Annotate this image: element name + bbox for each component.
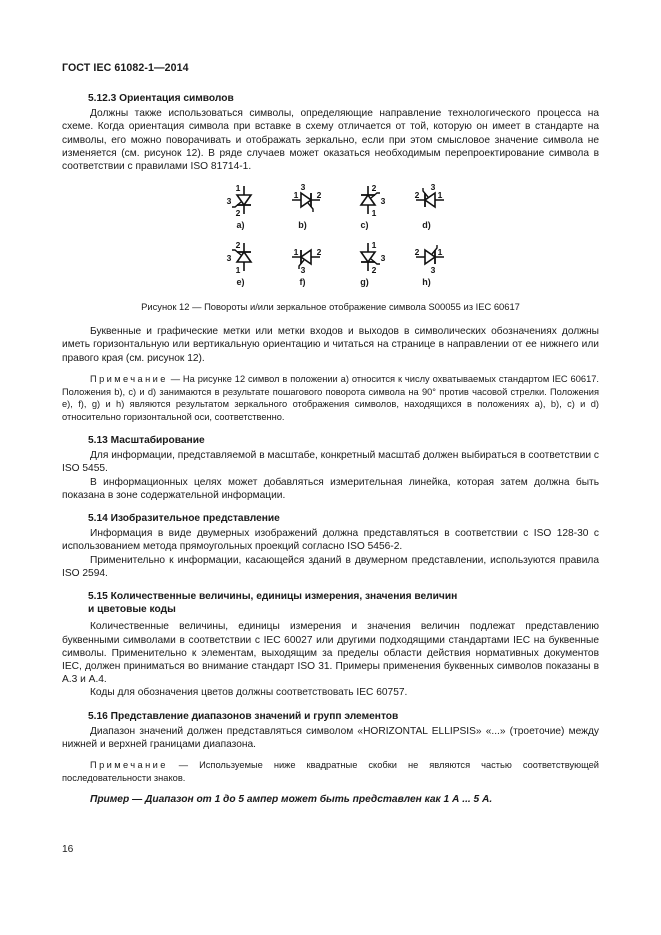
thyristor-symbol-icon (410, 183, 450, 217)
pin-label: 1 (293, 247, 298, 258)
pin-label: 1 (293, 190, 298, 201)
pin-label: 1 (235, 183, 240, 194)
pin-label: 1 (437, 190, 442, 201)
figure-symbol (286, 240, 320, 287)
pin-label: 1 (235, 265, 240, 275)
paragraph: Для информации, представляемой в масштабе, конкретный масштаб должен выбираться в соответствии с ISO 5455. (62, 450, 599, 475)
figure-symbol (224, 183, 258, 230)
example: Пример — Диапазон от 1 до 5 ампер может быть представлен как 1 А ... 5 А. (90, 793, 493, 805)
pin-label: 2 (414, 190, 419, 201)
heading-line-2: и цветовые коды (88, 604, 176, 616)
note-text: — Используемые ниже квадратные скобки не являются частью соответствующей последовательности знаков. (62, 760, 599, 784)
pin-label: 3 (430, 265, 435, 275)
thyristor-symbol-icon (410, 240, 450, 274)
symbol-caption: d) (422, 220, 431, 231)
thyristor-symbol-icon (348, 183, 388, 217)
paragraph: Должны также использоваться символы, определяющие направление технологического процесса на схеме. Когда ориентация символа при вставке в схему отличается от той, которую он имеет в стандарте на символы, его можно поворачивать и отображать зеркально, если при этом смысловое значение символа не изменяется (см. рисунок 12). В ряде случаев может оказаться необходимым перепроектирование символа в соответствии с правилами ISO 81714-1. (62, 108, 599, 173)
note-label: Примечание (90, 760, 168, 771)
section-5-13 (62, 434, 599, 502)
pin-label: 2 (414, 247, 419, 258)
thyristor-symbol-icon (348, 240, 388, 274)
figure-row-1 (68, 183, 599, 230)
section-heading-5-14: 5.14 Изобразительное представление (88, 513, 280, 525)
pin-label: 2 (316, 190, 321, 201)
thyristor-symbol-icon (224, 183, 264, 217)
symbol-caption: f) (299, 277, 306, 288)
pin-label: 3 (300, 183, 305, 193)
section-heading-5-16: 5.16 Представление диапазонов значений и групп элементов (88, 710, 399, 722)
section-5-15 (62, 590, 599, 700)
figure-symbol (410, 240, 444, 287)
pin-label: 3 (300, 265, 305, 275)
pin-label: 2 (235, 240, 240, 251)
heading-line-1: 5.15 Количественные величины, единицы измерения, значения величин (88, 591, 458, 603)
figure-12 (62, 183, 599, 313)
pin-label: 2 (371, 183, 376, 194)
figure-symbol (410, 183, 444, 230)
symbol-caption: c) (360, 220, 369, 231)
symbol-graphic (361, 186, 380, 214)
pin-label: 3 (380, 253, 385, 264)
document-header: ГОСТ IEC 61082-1—2014 (62, 62, 189, 74)
note (62, 759, 599, 785)
symbol-caption: b) (298, 220, 307, 231)
section-heading-5-12-3: 5.12.3 Ориентация символов (88, 93, 234, 104)
page-content (62, 92, 599, 806)
figure-symbol (348, 183, 385, 231)
page-number: 16 (62, 844, 74, 855)
thyristor-symbol-icon (224, 240, 264, 274)
note (62, 373, 599, 424)
pin-label: 3 (226, 196, 231, 207)
figure-symbol (286, 183, 320, 230)
paragraph: Информация в виде двумерных изображений должна представляться в соответствии с ISO 128-30 с использованием метода прямоугольных проекций согласно ISO 5456-2. (62, 528, 599, 553)
paragraph: Применительно к информации, касающейся зданий в двумерном представлении, используются правила ISO 2594. (62, 554, 599, 579)
section-5-14 (62, 512, 599, 580)
pin-label: 1 (437, 247, 442, 258)
section-heading-5-13: 5.13 Масштабирование (88, 435, 205, 447)
section-heading-5-15 (88, 590, 599, 616)
thyristor-symbol-icon (286, 240, 326, 274)
symbol-caption: g) (360, 277, 369, 288)
paragraph: Буквенные и графические метки или метки входов и выходов в символических обозначениях должны иметь горизонтальную или вертикальную ориентацию и читаться на странице в направлении от ее нижнего или правого края (см. рисунок 12). (62, 326, 599, 364)
pin-label: 3 (380, 196, 385, 207)
pin-label: 2 (316, 247, 321, 258)
paragraph: Коды для обозначения цветов должны соответствовать IEC 60757. (90, 687, 408, 699)
figure-row-2 (68, 240, 599, 287)
pin-label: 3 (430, 183, 435, 193)
symbol-graphic (361, 243, 380, 271)
figure-symbol (224, 240, 258, 287)
paragraph: Количественные величины, единицы измерения и значения величин подлежат представлению буквенными символами в соответствии с IEC 60027 или другими подходящими стандартами IEC на буквенные символы. Применительно к элементам, выходящим за пределы области действия нормативных документов IEC, должен приниматься во внимание стандарт ISO 31. Примеры применения буквенных символов показаны в А.3 и А.4. (62, 621, 599, 686)
pin-label: 1 (371, 240, 376, 251)
note-text: — На рисунке 12 символ в положении а) относится к числу охватываемых стандартом IEC 60617. Положения b), с) и d) занимаются в результате пошагового поворота символа на 90° против часовой стрелки. Положения е), f), g) и h) являются результатом зеркального отображения символов, находящихся в положениях а), b), с) и d) относительно горизонтальной оси, соответственно. (62, 373, 599, 423)
pin-label: 1 (371, 208, 376, 218)
figure-caption: Рисунок 12 — Повороты и/или зеркальное отображение символа S00055 из IEC 60617 (141, 301, 520, 313)
pin-label: 2 (235, 208, 240, 218)
paragraph: Диапазон значений должен представляться символом «HORIZONTAL ELLIPSIS» «...» (троеточие) между нижней и верхней границами диапазона. (62, 725, 599, 751)
note-label: Примечание (90, 373, 168, 384)
pin-label: 3 (226, 253, 231, 264)
pin-label: 2 (371, 265, 376, 275)
symbol-caption: a) (236, 220, 245, 231)
symbol-caption: e) (236, 277, 245, 288)
symbol-caption: h) (422, 277, 431, 288)
figure-symbol (348, 240, 385, 288)
paragraph: В информационных целях может добавляться измерительная линейка, которая затем должна быть показана в зоне содержательной информации. (62, 476, 599, 501)
thyristor-symbol-icon (286, 183, 326, 217)
section-5-16 (62, 710, 599, 806)
